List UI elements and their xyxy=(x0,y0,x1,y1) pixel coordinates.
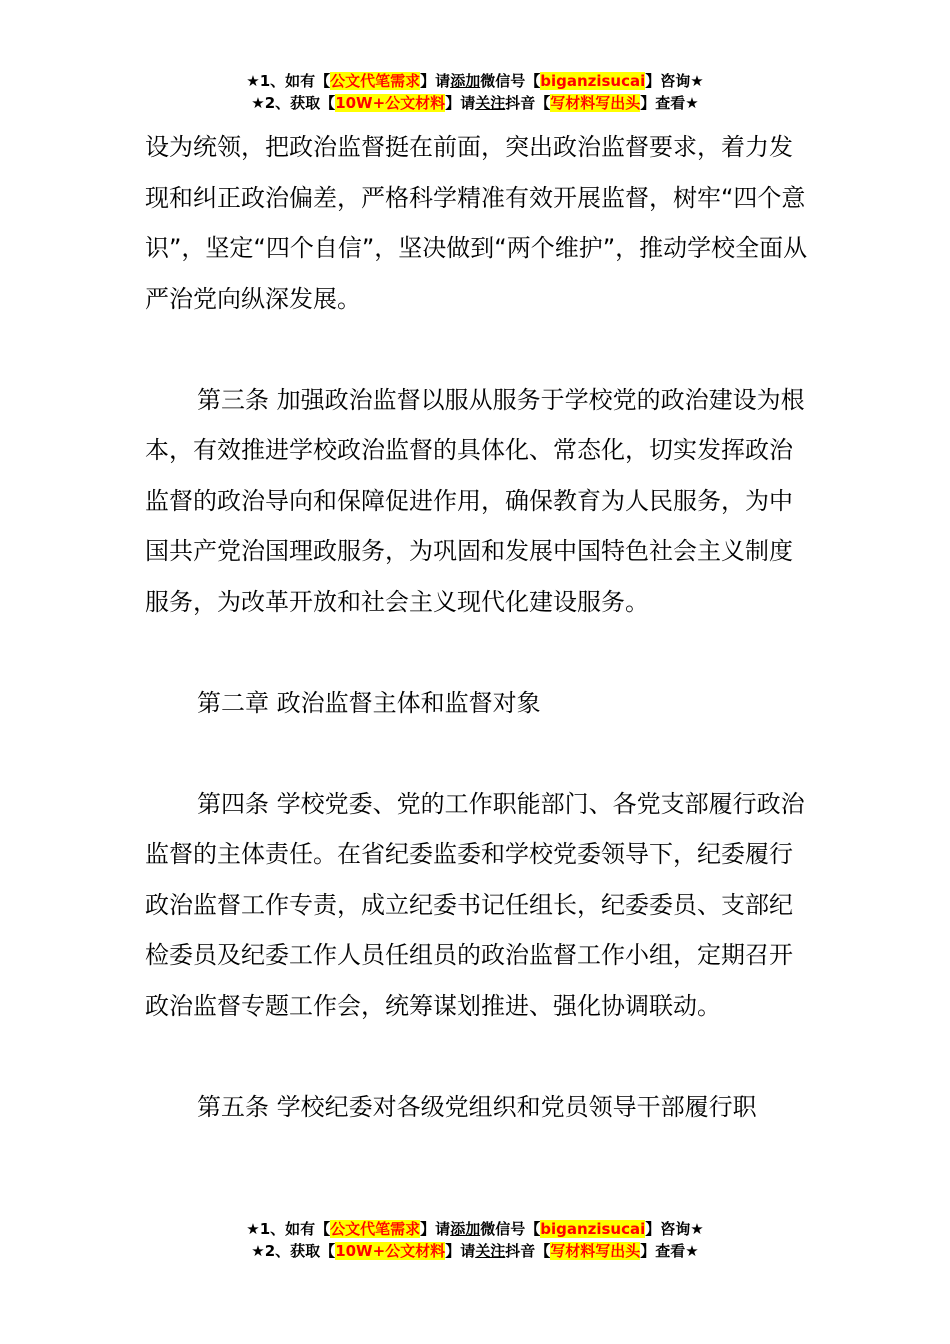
banner-text: 】咨询★ xyxy=(645,1220,704,1238)
banner-highlight: 写材料写出头 xyxy=(550,94,641,112)
header-banner-line-1 xyxy=(0,70,950,92)
article-3: 第三条 加强政治监督以服从服务于学校党的政治建设为根本，有效推进学校政治监督的具体化、常态化，切实发挥政治监督的政治导向和保障促进作用，确保教育为人民服务，为中国共产党治国理政服务，为巩固和发展中国特色社会主义制度服务，为改革开放和社会主义现代化建设服务。 xyxy=(145,385,805,616)
banner-text: ★2、获取【 xyxy=(251,94,336,112)
banner-text: ★2、获取【 xyxy=(251,1242,336,1260)
paragraph-continuation: 设为统领，把政治监督挺在前面，突出政治监督要求，着力发现和纠正政治偏差，严格科学精准有效开展监督，树牢“四个意识”，坚定“四个自信”，坚决做到“两个维护”，推动学校全面从严治党向纵深发展。 xyxy=(145,133,808,313)
banner-underline: 添加 xyxy=(450,1220,481,1238)
article-5: 第五条 学校纪委对各级党组织和党员领导干部履行职 xyxy=(197,1092,757,1121)
banner-highlight: biganzisucai xyxy=(540,72,646,90)
banner-highlight: 10W+公文材料 xyxy=(335,94,446,112)
banner-underline: 关注 xyxy=(475,94,506,112)
banner-text: 】请 xyxy=(420,1220,451,1238)
banner-text: ★1、如有【 xyxy=(246,1220,331,1238)
banner-text: ★1、如有【 xyxy=(246,72,331,90)
banner-highlight: 公文代笔需求 xyxy=(330,1220,421,1238)
banner-text: 】咨询★ xyxy=(645,72,704,90)
banner-highlight: 10W+公文材料 xyxy=(335,1242,446,1260)
banner-text: 微信号【 xyxy=(480,1220,541,1238)
banner-text: 】请 xyxy=(445,1242,476,1260)
footer-banner xyxy=(0,1218,950,1262)
footer-banner-line-1 xyxy=(0,1218,950,1240)
banner-text: 抖音【 xyxy=(505,1242,551,1260)
banner-highlight: biganzisucai xyxy=(540,1220,646,1238)
chapter-2-heading: 第二章 政治监督主体和监督对象 xyxy=(197,688,541,717)
banner-highlight: 写材料写出头 xyxy=(550,1242,641,1260)
footer-banner-line-2 xyxy=(0,1240,950,1262)
banner-highlight: 公文代笔需求 xyxy=(330,72,421,90)
banner-text: 】查看★ xyxy=(640,1242,699,1260)
document-body xyxy=(145,122,810,1132)
article-4: 第四条 学校党委、党的工作职能部门、各党支部履行政治监督的主体责任。在省纪委监委和学校党委领导下，纪委履行政治监督工作专责，成立纪委书记任组长，纪委委员、支部纪检委员及纪委工作人员任组员的政治监督工作小组，定期召开政治监督专题工作会，统筹谋划推进、强化协调联动。 xyxy=(145,789,805,1020)
banner-text: 抖音【 xyxy=(505,94,551,112)
header-banner-line-2 xyxy=(0,92,950,114)
banner-text: 】查看★ xyxy=(640,94,699,112)
banner-text: 】请 xyxy=(445,94,476,112)
header-banner xyxy=(0,70,950,114)
banner-text: 】请 xyxy=(420,72,451,90)
banner-text: 微信号【 xyxy=(480,72,541,90)
banner-underline: 关注 xyxy=(475,1242,506,1260)
banner-underline: 添加 xyxy=(450,72,481,90)
